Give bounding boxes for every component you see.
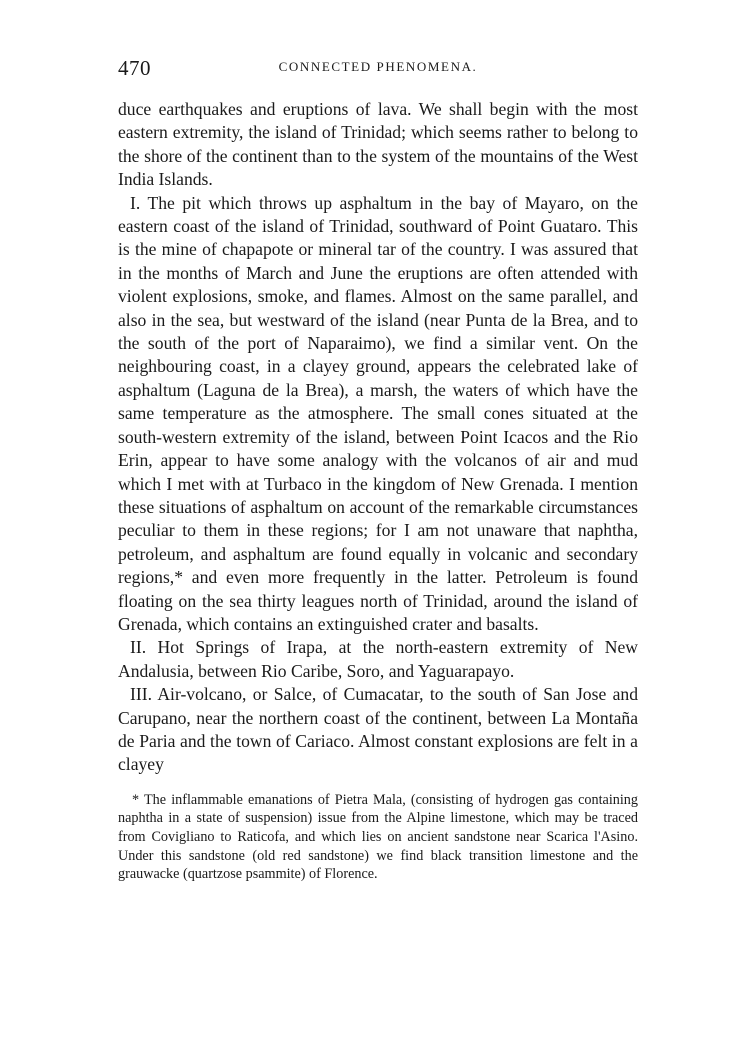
running-head: CONNECTED PHENOMENA. (278, 59, 478, 74)
paragraph-continuation: duce earthquakes and eruptions of lava. We shall begin with the most eastern extremity, the island of Trinidad; which seems rather to belong to the shore of the continent than to the system of the mountains of the West India Islands. (118, 99, 638, 190)
paragraph-item-iii: III. Air-volcano, or Salce, of Cumacatar, to the south of San Jose and Carupano, near the northern coast of the continent, between La Montaña de Paria and the town of Cariaco. Almost constant explosions are felt in a clayey (118, 684, 638, 775)
page-header (118, 56, 638, 86)
paragraph-item-i: I. The pit which throws up asphaltum in the bay of Mayaro, on the eastern coast of the island of Trinidad, southward of Point Guataro. This is the mine of chapapote or mineral tar of the country. I was assured that in the months of March and June the eruptions are often attended with violent explosions, smoke, and flames. Almost on the same parallel, and also in the sea, but westward of the island (near Punta de la Brea, and to the south of the port of Naparaimo), we find a similar vent. On the neighbouring coast, in a clayey ground, appears the celebrated lake of asphaltum (Laguna de la Brea), a marsh, the waters of which have the same temperature as the atmosphere. The small cones situated at the south-western extremity of the island, between Point Icacos and the Rio Erin, appear to have some analogy with the volcanos of air and mud which I met with at Turbaco in the kingdom of New Grenada. I mention these situations of asphaltum on account of the remarkable circumstances peculiar to them in these regions; for I am not unaware that naphtha, petroleum, and asphaltum are found equally in volcanic and secondary regions,* and even more frequently in the latter. Petroleum is found floating on the sea thirty leagues north of Trinidad, around the island of Grenada, which contains an extinguished crater and basalts. (118, 192, 638, 634)
paragraph-item-ii: II. Hot Springs of Irapa, at the north-eastern extremity of New Andalusia, between Rio Caribe, Soro, and Yaguarapayo. (118, 637, 638, 681)
main-text (118, 98, 638, 777)
book-page (118, 56, 638, 1026)
page-number: 470 (118, 56, 151, 80)
footnote: * The inflammable emanations of Pietra Mala, (consisting of hydrogen gas containing naphtha in a state of suspension) issue from the Alpine limestone, which may be traced from Covigliano to Raticofa, and which lies on ancient sandstone near Scarica l'Asino. Under this sandstone (old red sandstone) we find black transition limestone and the grauwacke (quartzose psammite) of Florence. (118, 791, 638, 883)
